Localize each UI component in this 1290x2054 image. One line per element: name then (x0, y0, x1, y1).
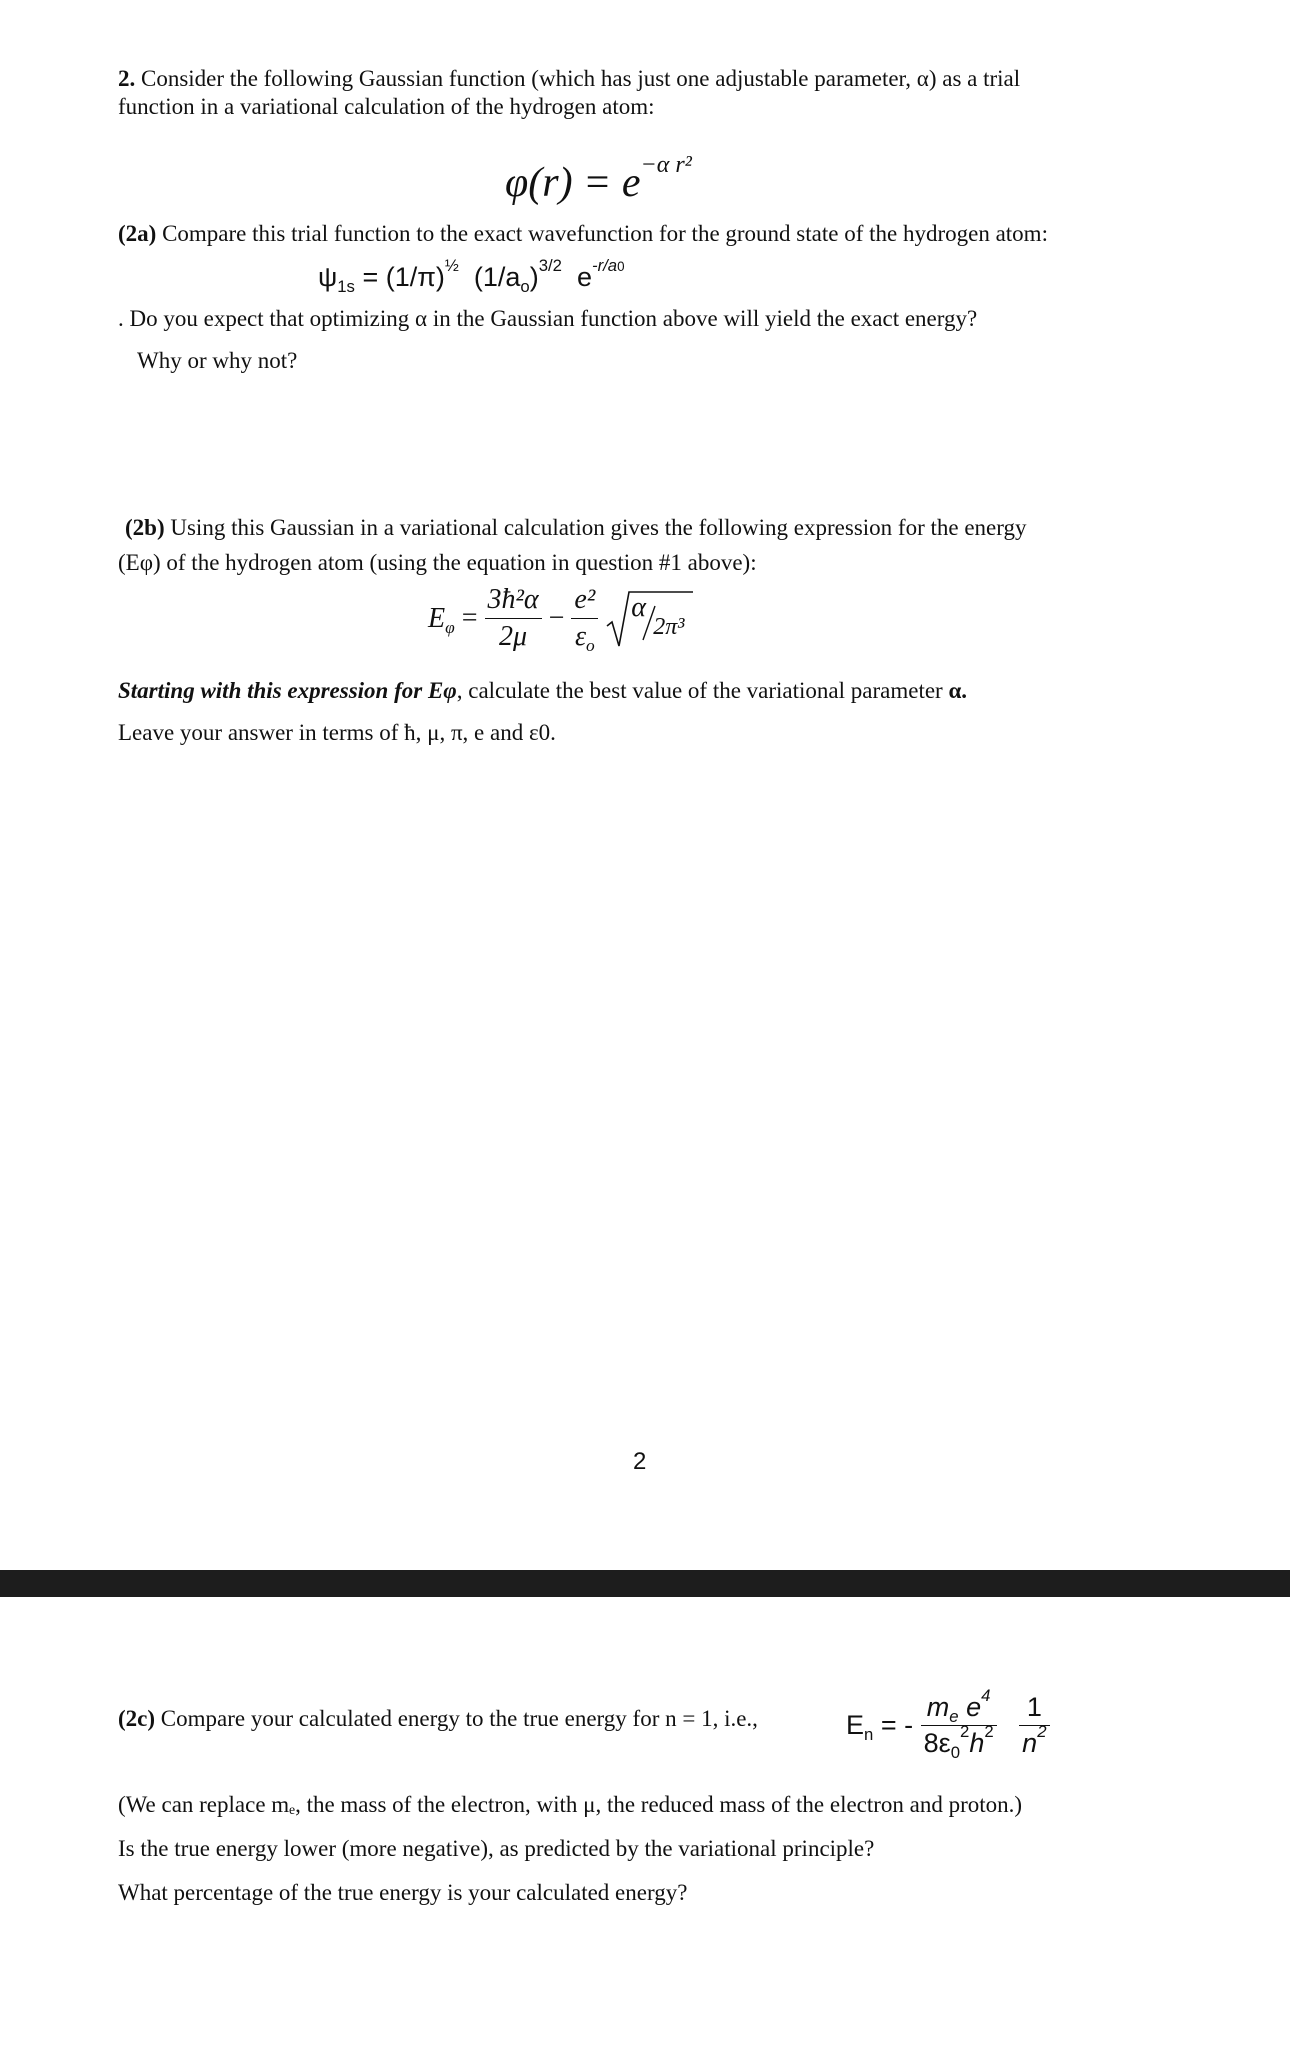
q2a-label: (2a) (118, 221, 157, 246)
wf-psi-sub: 1s (337, 276, 355, 296)
sqrt-den: 2π³ (653, 613, 685, 640)
wf-a-part: (1/a (473, 262, 521, 292)
q2b-instruction-alpha: α. (948, 678, 968, 703)
true-energy-den: $8\varepsilon_0^2h^2$ (923, 1721, 994, 1762)
wf-eq: = (1/π) (362, 262, 445, 292)
q2-number: 2. (118, 66, 136, 91)
wf-a-close: ) (529, 262, 539, 292)
q2c-prompt (118, 1704, 758, 1734)
energy-equals: = (461, 602, 478, 634)
energy-lhs: $E_\varphi$ (428, 602, 455, 637)
energy-expression (428, 584, 695, 656)
q2b-line2: (Eφ) of the hydrogen atom (using the equation in question #1 above): (118, 550, 757, 575)
q2b-line1-text: Using this Gaussian in a variational calculation gives the following expression for the energy (170, 515, 1027, 540)
true-energy-lhs: $E_n$ (846, 1710, 874, 1744)
true-energy-num: $m_e$ $e^4$ (921, 1692, 997, 1726)
wf-exp: -r/a (592, 255, 618, 275)
sqrt-term (605, 588, 695, 650)
energy-frac1-num: 3ħ²α (485, 584, 542, 619)
q2-intro-line2: function in a variational calculation of the hydrogen atom: (118, 94, 655, 119)
energy-frac2-den: ε (574, 621, 586, 652)
q2b-leave-line: Leave your answer in terms of ħ, μ, π, e and ε0. (118, 720, 556, 745)
q2c-question2: What percentage of the true energy is your calculated energy? (118, 1880, 688, 1905)
true-energy-frac (921, 1685, 997, 1762)
q2b-instruction-bold: Starting with this expression for Eφ (118, 678, 457, 703)
page-number: 2 (633, 1448, 647, 1475)
true-energy-n-frac (1019, 1692, 1049, 1759)
true-energy-eq: = - (880, 1710, 914, 1740)
energy-minus: − (548, 602, 565, 634)
wf-three-halves: 3/2 (538, 255, 562, 275)
energy-kinetic-term (485, 584, 542, 653)
q2b-instruction-rest: , calculate the best value of the variational parameter (456, 678, 943, 703)
true-energy-frac2-num: 1 (1019, 1692, 1049, 1726)
q2-intro-line1 (118, 64, 1020, 94)
q2c-note: (We can replace mₑ, the mass of the electron, with μ, the reduced mass of the electron and proton.) (118, 1792, 1023, 1817)
sqrt-num: α (631, 591, 646, 623)
q2a-question-line2: Why or why not? (137, 348, 298, 373)
energy-frac2-den-sub: o (586, 636, 595, 656)
q2c-question1: Is the true energy lower (more negative), as predicted by the variational principle? (118, 1836, 875, 1861)
energy-frac1-den: 2μ (499, 621, 528, 652)
trial-function-lhs: φ(r) = e (505, 160, 641, 206)
q2b-label: (2b) (125, 515, 165, 540)
wf-a-sub: o (520, 276, 530, 296)
page-divider (0, 1570, 1290, 1597)
wf-psi: ψ (318, 262, 338, 292)
q2-intro-text: Consider the following Gaussian function (which has just one adjustable parameter, α) as a trial (141, 66, 1021, 91)
wf-exp-sub: 0 (617, 258, 625, 274)
q2b-line1 (125, 513, 1027, 543)
true-energy-expression (846, 1685, 1050, 1762)
q2c-text: Compare your calculated energy to the true energy for n = 1, i.e., (160, 1706, 758, 1731)
energy-potential-term (571, 584, 598, 656)
true-energy-frac2-den: $n^2$ (1022, 1721, 1047, 1758)
energy-frac2-num: e² (571, 584, 598, 619)
q2a-question-line1: . Do you expect that optimizing α in the Gaussian function above will yield the exact energy? (118, 306, 978, 331)
q2a-prompt (118, 219, 1048, 249)
wf-e: e (576, 262, 592, 292)
q2a-text: Compare this trial function to the exact wavefunction for the ground state of the hydrogen atom: (162, 221, 1048, 246)
wf-half: ½ (444, 255, 459, 275)
ground-state-wavefunction (318, 255, 625, 296)
trial-function-exponent: −α r² (640, 152, 692, 178)
q2c-label: (2c) (118, 1706, 156, 1731)
q2b-instruction (118, 676, 967, 706)
trial-function-equation (505, 140, 692, 208)
